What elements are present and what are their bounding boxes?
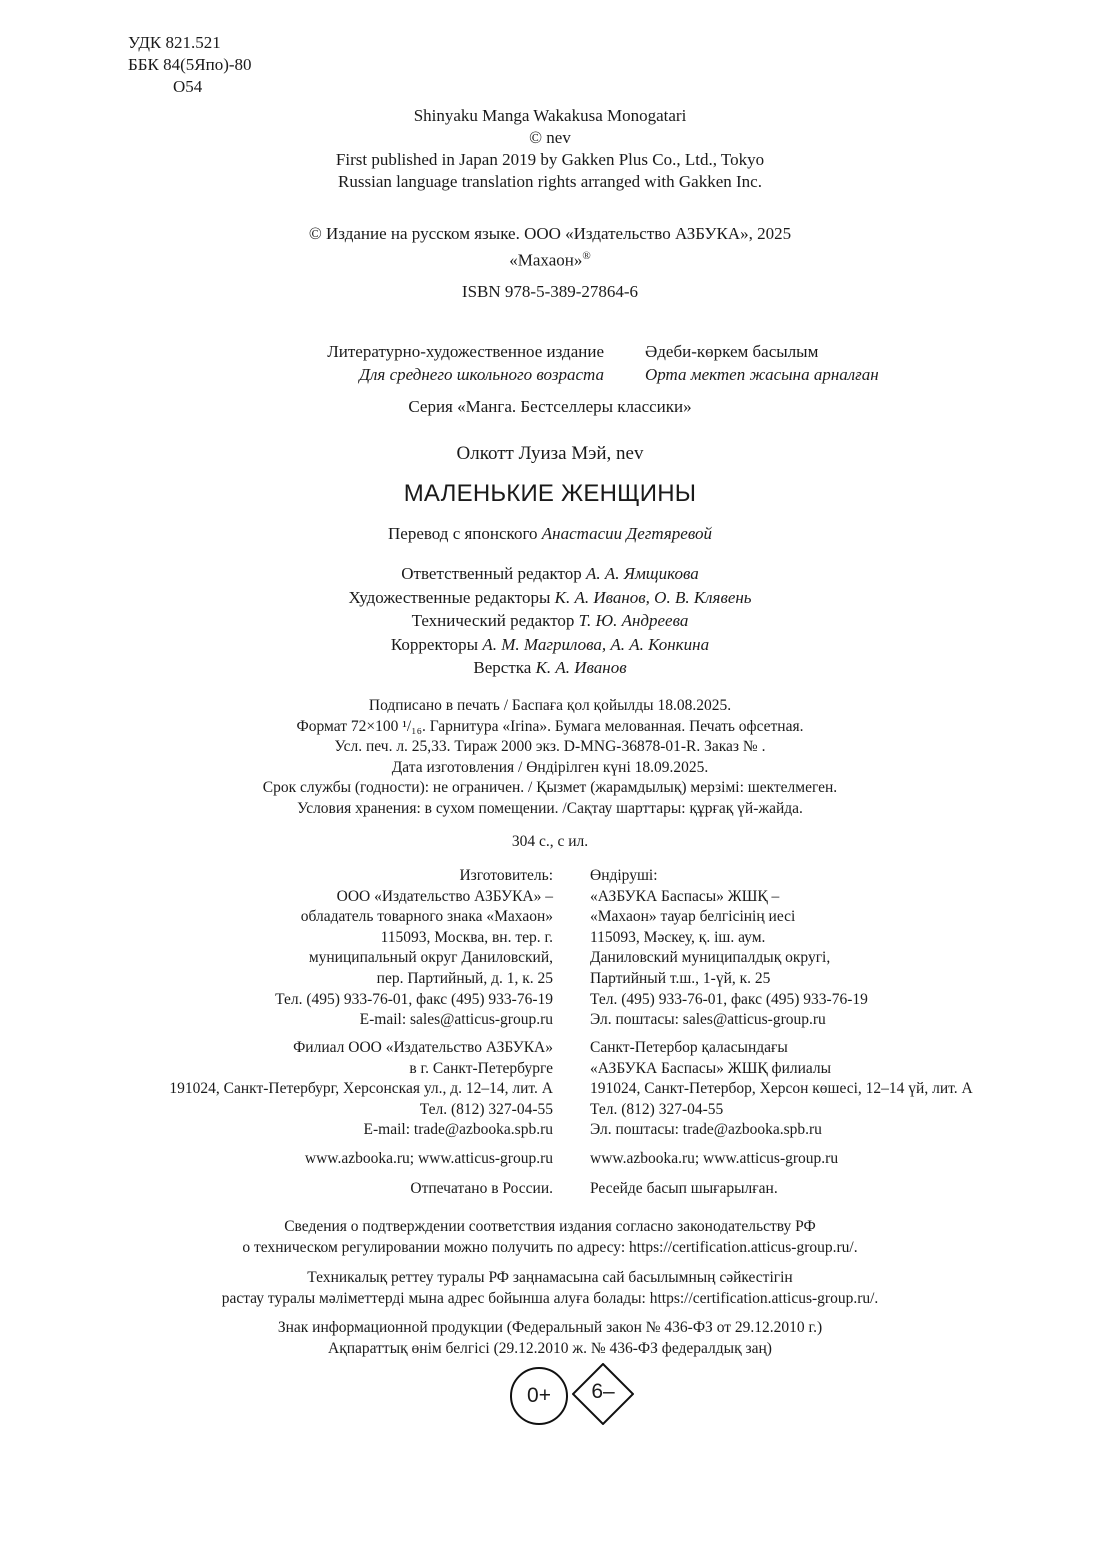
branch-kz — [590, 1038, 973, 1141]
isbn: ISBN 978-5-389-27864-6 — [461, 282, 639, 301]
book-author: Олкотт Луиза Мэй, nev — [456, 443, 644, 464]
format-line: Формат 72×100 ¹/₁₆. Гарнитура «Irina». Бумага мелованная. Печать офсетная. — [296, 717, 804, 735]
manufacturer-kz — [590, 866, 868, 1031]
manufacturer-ru-line: обладатель товарного знака «Махаон» — [300, 908, 553, 926]
branch-kz-line: 191024, Санкт-Петербор, Херсон көшесі, 12–14 үй, лит. А — [590, 1080, 973, 1098]
manufacturer-kz-line: «АЗБУКА Баспасы» ЖШҚ – — [590, 887, 780, 905]
udk-code: УДК 821.521 — [128, 33, 221, 52]
credit-role: Корректоры — [390, 634, 479, 654]
imprint-name: «Махаон» — [509, 250, 583, 270]
printed-in-kz: Ресейде басып шығарылған. — [590, 1180, 778, 1197]
original-title: Shinyaku Manga Wakakusa Monogatari — [413, 106, 687, 125]
bbk-code: ББК 84(5Япо)-80 — [128, 55, 252, 74]
manufacturer-ru-line: 115093, Москва, вн. тер. г. — [380, 928, 553, 946]
credits-block — [0, 562, 1100, 680]
manufacturer-kz-line: Тел. (495) 933-76-01, факс (495) 933-76-19 — [590, 990, 868, 1008]
credit-role: Художественные редакторы — [348, 587, 551, 607]
branch-kz-line: «АЗБУКА Баспасы» ЖШҚ филиалы — [590, 1059, 832, 1077]
age-rating-circle-label: 0+ — [527, 1384, 551, 1407]
credit-names: Т. Ю. Андреева — [578, 611, 689, 630]
author-mark: О54 — [173, 77, 203, 96]
manufacturer-kz-line: 115093, Мәскеу, қ. іш. аум. — [590, 928, 766, 946]
book-title: МАЛЕНЬКИЕ ЖЕНЩИНЫ — [403, 480, 697, 507]
info-sign-kz: Ақпараттық өнім белгісі (29.12.2010 ж. № 436-ФЗ федералдық заң) — [328, 1339, 772, 1357]
websites-ru: www.azbooka.ru; www.atticus-group.ru — [304, 1150, 553, 1167]
certification-kz-line: Техникалық реттеу туралы РФ заңнамасына сай басылымның сәйкестігін — [307, 1269, 793, 1286]
edition-type-ru — [327, 340, 604, 386]
printed-in-ru: Отпечатано в России. — [410, 1180, 553, 1197]
page-count: 304 с., с ил. — [511, 833, 589, 850]
age-rating-diamond-label: 6– — [591, 1380, 615, 1403]
manufacturer-email-ru: E-mail: sales@atticus-group.ru — [359, 1011, 553, 1029]
credit-names: А. М. Магрилова, А. А. Конкина — [482, 634, 710, 654]
edition-type-kz — [645, 340, 879, 386]
credit-line — [0, 633, 1100, 657]
translator-name: Анастасии Дегтяревой — [541, 524, 712, 543]
russian-edition-block — [0, 223, 1100, 272]
manufacturer-kz-line: «Махаон» тауар белгісінің иесі — [590, 908, 796, 926]
series-name: Серия «Манга. Бестселлеры классики» — [408, 397, 692, 416]
storage-conditions: Условия хранения: в сухом помещении. /Сақтау шарттары: құрғақ үй-жайда. — [297, 799, 803, 817]
certification-kz — [0, 1268, 1100, 1309]
service-life: Срок службы (годности): не ограничен. / Қызмет (жарамдылық) мерзімі: шектелмеген. — [262, 779, 838, 796]
translation-label: Перевод с японского — [388, 524, 538, 543]
manufacturer-ru-line: Тел. (495) 933-76-01, факс (495) 933-76-19 — [275, 990, 553, 1008]
certification-ru — [0, 1217, 1100, 1258]
info-product-sign — [0, 1318, 1100, 1359]
credit-names: А. А. Ямщикова — [586, 564, 699, 583]
websites-kz: www.azbooka.ru; www.atticus-group.ru — [590, 1150, 839, 1167]
classification-codes — [128, 32, 252, 98]
manufacturer-kz-line: Өндіруші: — [590, 867, 658, 884]
credit-line — [0, 609, 1100, 633]
credit-role: Верстка — [473, 658, 532, 677]
original-publication-block — [0, 105, 1100, 193]
credit-line — [0, 586, 1100, 610]
manufacturer-ru-line: муниципальный округ Даниловский, — [308, 949, 553, 967]
branch-kz-line: Тел. (812) 327-04-55 — [590, 1100, 724, 1118]
manufacturer-kz-line: Партийный т.ш., 1-үй, к. 25 — [590, 969, 771, 987]
registered-mark: ® — [582, 250, 591, 262]
credit-line — [0, 562, 1100, 586]
age-group-ru: Для среднего школьного возраста — [359, 365, 604, 384]
credit-names: К. А. Иванов — [535, 658, 627, 677]
branch-ru — [169, 1038, 553, 1141]
manufacturer-ru — [275, 866, 553, 1031]
translation-rights: Russian language translation rights arranged with Gakken Inc. — [338, 172, 762, 191]
branch-ru-line: 191024, Санкт-Петербург, Херсонская ул., д. 12–14, лит. А — [169, 1080, 553, 1098]
branch-ru-line: Филиал ООО «Издательство АЗБУКА» — [293, 1039, 553, 1056]
branch-ru-line: в г. Санкт-Петербурге — [409, 1059, 553, 1077]
age-rating-diamond-icon — [572, 1367, 634, 1429]
certification-kz-url-line: растау туралы мәліметтерді мына адрес бойынша алуға болады: https://certification.atticus-group.ru/. — [221, 1289, 879, 1307]
original-copyright: © nev — [529, 128, 571, 147]
signed-to-print: Подписано в печать / Баспаға қол қойылды 18.08.2025. — [368, 697, 732, 714]
manufacturer-ru-line: ООО «Издательство АЗБУКА» – — [336, 887, 553, 905]
certification-ru-url-line: о техническом регулировании можно получить по адресу: https://certification.atticus-group.ru/. — [242, 1238, 858, 1256]
translation-line — [0, 524, 1100, 544]
certification-ru-line: Сведения о подтверждении соответствия издания согласно законодательству РФ — [284, 1218, 816, 1235]
credit-names: К. А. Иванов, О. В. Клявень — [554, 587, 752, 607]
age-rating-badges — [510, 1367, 635, 1429]
credit-role: Технический редактор — [411, 611, 575, 630]
imprint-line — [0, 245, 1100, 272]
manufacturer-email-kz: Эл. поштасы: sales@atticus-group.ru — [590, 1011, 826, 1029]
edition-copyright: © Издание на русском языке. ООО «Издательство АЗБУКА», 2025 — [308, 224, 792, 243]
manufacturer-ru-line: пер. Партийный, д. 1, к. 25 — [376, 969, 553, 987]
manufacturer-ru-line: Изготовитель: — [459, 867, 553, 884]
info-sign-ru: Знак информационной продукции (Федеральный закон № 436-ФЗ от 29.12.2010 г.) — [277, 1319, 823, 1336]
branch-email-kz: Эл. поштасы: trade@azbooka.spb.ru — [590, 1121, 822, 1139]
age-rating-circle-icon — [510, 1367, 568, 1425]
edition-type-kz-label: Әдеби-көркем басылым — [645, 342, 819, 361]
first-published: First published in Japan 2019 by Gakken Plus Co., Ltd., Tokyo — [335, 150, 765, 169]
age-group-kz: Орта мектеп жасына арналған — [645, 365, 879, 384]
branch-ru-line: Тел. (812) 327-04-55 — [419, 1100, 553, 1118]
manufacturer-kz-line: Даниловский муниципалдық округі, — [590, 949, 831, 967]
print-info-block — [0, 696, 1100, 819]
credit-role: Ответственный редактор — [401, 564, 582, 583]
edition-type-ru-label: Литературно-художественное издание — [327, 342, 604, 361]
branch-kz-line: Санкт-Петербор қаласындағы — [590, 1039, 788, 1056]
branch-email-ru: E-mail: trade@azbooka.spb.ru — [363, 1121, 553, 1139]
credit-line — [0, 656, 1100, 680]
manufacture-date: Дата изготовления / Өндірілген күні 18.09.2025. — [391, 758, 709, 776]
print-run-line: Усл. печ. л. 25,33. Тираж 2000 экз. D-MNG-36878-01-R. Заказ № . — [334, 738, 766, 755]
